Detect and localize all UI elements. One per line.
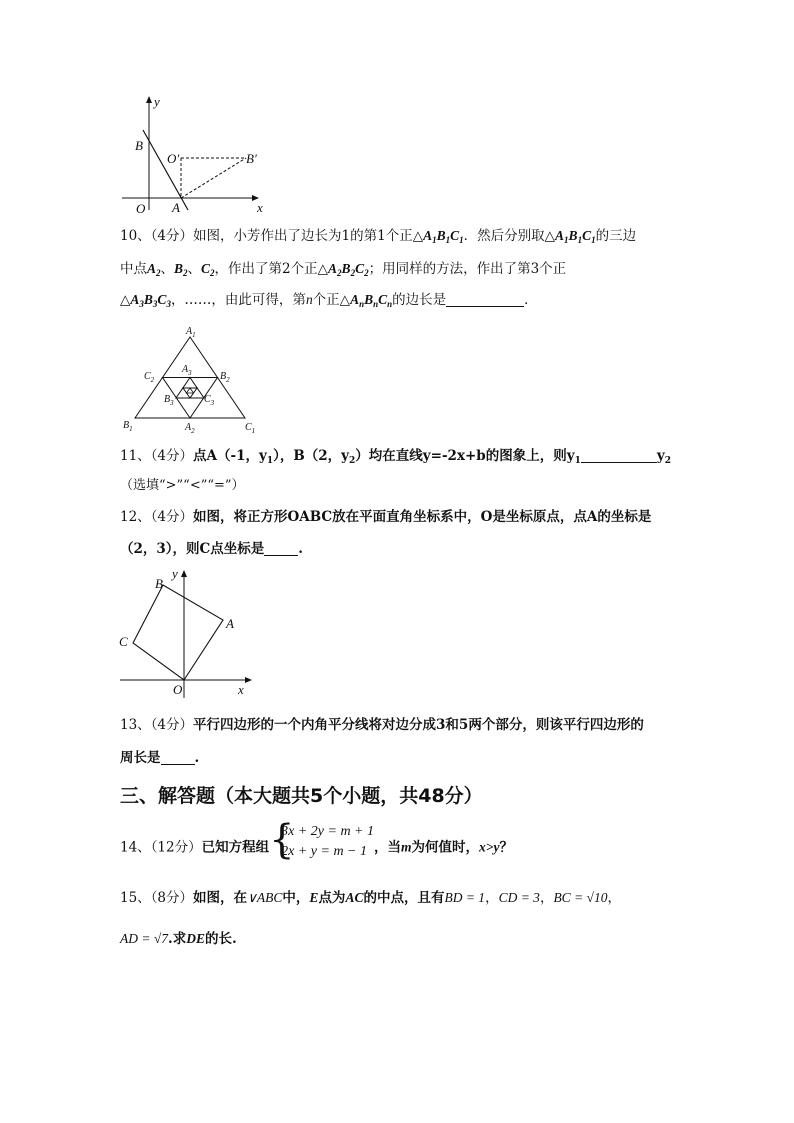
label-c1: $C_1$ bbox=[245, 422, 256, 434]
q15-e: E bbox=[309, 890, 319, 905]
q10-text-7: ，作出了第2个正△ bbox=[214, 261, 329, 277]
q13-text-3: . bbox=[194, 750, 200, 766]
q10-text-13: ． bbox=[524, 292, 538, 308]
q10-sep-2: 、 bbox=[187, 261, 202, 277]
q14-text-4: ？ bbox=[499, 839, 513, 856]
q10-text-11: 个正△ bbox=[312, 292, 351, 308]
q15-text-3: 点为 bbox=[318, 890, 346, 906]
question-10-line2 bbox=[120, 259, 566, 283]
q14-text-2: ，当 bbox=[374, 839, 402, 856]
question-14 bbox=[120, 817, 513, 874]
q15-triangle: ∨ABC bbox=[247, 890, 283, 905]
q14-text-1: 已知方程组 bbox=[201, 839, 270, 856]
figure-3-square-oabc bbox=[112, 562, 262, 702]
q14-equation-system bbox=[269, 817, 375, 874]
q11-sub-1: 1 bbox=[266, 456, 274, 466]
label-c: C bbox=[119, 634, 128, 649]
label-b1: $B_1$ bbox=[123, 420, 133, 433]
q10-a2: $A_2$ bbox=[147, 261, 161, 278]
q10-sep-1: 、 bbox=[160, 261, 175, 277]
q14-equation-1: 3x + 2y = m + 1 bbox=[281, 824, 375, 839]
q15-comma-2: ， bbox=[539, 890, 554, 906]
q10-anbncn: $A_nB_nC_n$ bbox=[350, 292, 393, 309]
q10-a2b2c2: $A_2B_2C_2$ bbox=[328, 261, 369, 278]
q10-n: n bbox=[305, 292, 313, 307]
q14-text-3: 为何值时， bbox=[411, 839, 480, 856]
question-15-line2 bbox=[120, 929, 237, 949]
question-10-line1 bbox=[120, 226, 636, 250]
q12-text-2: （2，3），则C点坐标是 bbox=[120, 541, 265, 557]
q14-score: （12分） bbox=[150, 839, 202, 856]
q13-text-1: 平行四边形的一个内角平分线将对边分成3和5两个部分，则该平行四边形的 bbox=[193, 717, 644, 733]
question-11-line1 bbox=[120, 446, 671, 471]
q15-text-6: 的长. bbox=[204, 931, 237, 947]
dashed-a-b1 bbox=[181, 158, 246, 198]
q10-text-4: 中点 bbox=[120, 261, 147, 277]
label-b3: $B_3$ bbox=[164, 394, 174, 407]
label-b2: $B_2$ bbox=[220, 371, 230, 384]
q14-m: m bbox=[401, 839, 412, 855]
q15-score: （8分） bbox=[150, 890, 194, 906]
q13-answer-blank[interactable] bbox=[161, 750, 195, 765]
label-a1: $A_1$ bbox=[186, 326, 196, 339]
q15-comma-1: ， bbox=[485, 890, 499, 906]
label-x: x bbox=[257, 200, 263, 215]
q10-number: 10、 bbox=[120, 228, 151, 244]
q11-sub-3: 1 bbox=[574, 456, 581, 466]
q10-text-10: ，……，由此可得，第 bbox=[170, 292, 306, 308]
q10-c2: $C_2$ bbox=[201, 261, 215, 278]
q15-text-1: 如图，在 bbox=[193, 890, 248, 906]
q10-text-1: 如图，小芳作出了边长为1的第1个正△ bbox=[193, 228, 424, 244]
q11-text-4: y bbox=[656, 448, 665, 464]
label-y: y bbox=[172, 566, 178, 581]
q10-text-9: △ bbox=[120, 292, 131, 308]
q14-condition: x>y bbox=[479, 839, 500, 855]
q11-sub-2: 2 bbox=[349, 456, 356, 466]
label-o-prime: O′ bbox=[167, 151, 180, 166]
q11-score: （4分） bbox=[150, 448, 194, 464]
question-13-line2 bbox=[120, 748, 199, 768]
figure-2-nested-triangles bbox=[118, 322, 258, 434]
q15-de: DE bbox=[186, 931, 205, 946]
q15-text-4: 的中点，且有 bbox=[363, 890, 445, 906]
q15-comma-3: ， bbox=[607, 890, 621, 906]
square-oabc bbox=[133, 585, 223, 680]
question-12-line1 bbox=[120, 507, 651, 527]
brace-icon: { bbox=[269, 817, 295, 863]
y-axis-arrow bbox=[146, 96, 152, 103]
q14-equation-2: 2x + y = m − 1 bbox=[281, 844, 368, 859]
q15-text-5: .求 bbox=[168, 931, 187, 947]
question-13-line1 bbox=[120, 715, 644, 735]
label-c2: $C_2$ bbox=[144, 371, 155, 384]
q12-text-3: . bbox=[298, 541, 303, 557]
q15-number: 15、 bbox=[120, 890, 151, 906]
label-a2: $A_2$ bbox=[185, 422, 195, 434]
q15-text-2: 中， bbox=[282, 890, 310, 906]
q10-a1b1c1: $A_1B_1C_1$ bbox=[555, 228, 596, 245]
q10-score: （4分） bbox=[150, 228, 194, 244]
q10-text-8: ；用同样的方法，作出了第3个正 bbox=[368, 261, 567, 277]
label-o: O bbox=[173, 682, 183, 697]
label-b-prime: B′ bbox=[246, 151, 257, 166]
x-axis-arrow bbox=[245, 677, 252, 683]
q10-answer-blank[interactable] bbox=[446, 292, 524, 307]
q11-answer-blank[interactable] bbox=[581, 448, 657, 463]
y-axis-arrow bbox=[181, 570, 187, 577]
q13-number: 13、 bbox=[120, 717, 151, 733]
q10-text-3: 的三边 bbox=[595, 228, 637, 244]
question-11-line2 bbox=[120, 476, 245, 496]
label-a: A bbox=[226, 616, 234, 631]
q10-a3b3c3: $A_3B_3C_3$ bbox=[130, 292, 171, 309]
q12-score: （4分） bbox=[150, 509, 194, 525]
figure-1-coordinate-diagram bbox=[118, 92, 278, 218]
label-b: B bbox=[155, 576, 163, 591]
q12-answer-blank[interactable] bbox=[264, 541, 298, 556]
question-15-line1 bbox=[120, 888, 621, 908]
label-a: A bbox=[172, 200, 180, 215]
q15-ad: AD = √7 bbox=[120, 931, 169, 946]
label-a3: $A_3$ bbox=[182, 364, 192, 377]
q11-text-3: ）均在直线y=-2x+b的图象上，则y bbox=[355, 448, 575, 464]
q11-text-2: ），B（2，y bbox=[273, 448, 350, 464]
section-3-heading: 三、解答题（本大题共5个小题，共48分） bbox=[120, 785, 483, 807]
q15-ac: AC bbox=[345, 890, 364, 905]
label-c3: $C_3$ bbox=[204, 394, 215, 407]
question-10-line3 bbox=[120, 290, 538, 314]
label-x: x bbox=[238, 682, 244, 697]
label-o: O bbox=[136, 201, 146, 216]
q13-text-2: 周长是 bbox=[120, 750, 161, 766]
question-12-line2 bbox=[120, 539, 303, 559]
q15-cd: CD = 3 bbox=[498, 890, 540, 905]
label-y: y bbox=[154, 94, 160, 109]
q11-text-1: 点A（-1，y bbox=[193, 448, 267, 464]
q10-text-2: ．然后分别取△ bbox=[463, 228, 556, 244]
q10-a1: $A_1B_1C_1$ bbox=[423, 228, 464, 245]
q15-bc: BC = √10 bbox=[553, 890, 608, 905]
q10-text-12: 的边长是 bbox=[392, 292, 447, 308]
q11-options: （选填“>”“<”“=”） bbox=[120, 478, 245, 493]
q11-sub-4: 2 bbox=[664, 456, 671, 466]
label-b: B bbox=[135, 138, 143, 153]
q10-b2: $B_2$ bbox=[174, 261, 188, 278]
q12-number: 12、 bbox=[120, 509, 151, 525]
q12-text-1: 如图，将正方形OABC放在平面直角坐标系中，O是坐标原点，点A的坐标是 bbox=[193, 509, 652, 525]
q13-score: （4分） bbox=[150, 717, 194, 733]
triangle-5 bbox=[187, 388, 194, 393]
q11-number: 11、 bbox=[120, 448, 151, 464]
q14-number: 14、 bbox=[120, 839, 151, 856]
q15-bd: BD = 1 bbox=[444, 890, 486, 905]
